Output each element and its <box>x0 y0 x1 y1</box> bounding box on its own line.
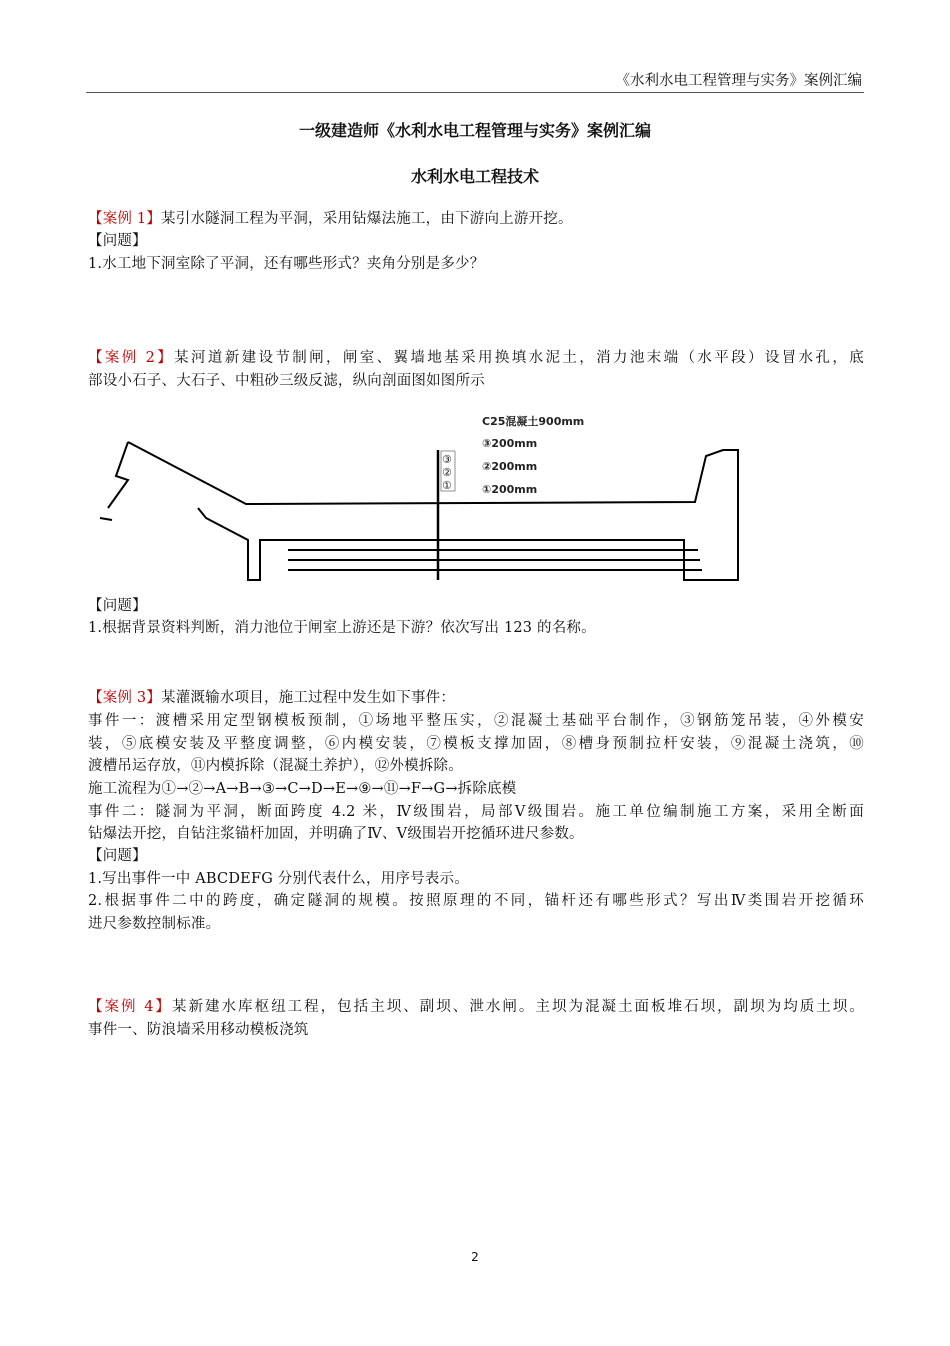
case1-question-header: 【问题】 <box>88 233 147 249</box>
running-header: 《水利水电工程管理与实务》案例汇编 <box>615 73 862 89</box>
case1-text: 某引水隧洞工程为平洞，采用钻爆法施工，由下游向上游开挖。 <box>161 211 573 227</box>
case3-question-2-line1: 2.根据事件二中的跨度，确定隧洞的规模。按照原理的不同，锚杆还有哪些形式？写出Ⅳ类围岩开挖循环 <box>88 893 864 909</box>
case3-question-header: 【问题】 <box>88 848 147 864</box>
case2-question-1: 1.根据背景资料判断，消力池位于闸室上游还是下游？依次写出 123 的名称。 <box>88 620 596 636</box>
case1-paragraph <box>88 208 864 230</box>
case2-paragraph-line2: 部设小石子、大石子、中粗砂三级反滤，纵向剖面图如图所示 <box>88 373 485 389</box>
label-layer-1: ①200mm <box>482 483 538 496</box>
marker-1: ① <box>442 479 452 492</box>
case3-question-2-line2: 进尺参数控制标准。 <box>88 916 221 932</box>
case3-event1-line2: 装，⑤底模安装及平整度调整，⑥内模安装，⑦模板支撑加固，⑧槽身预制拉杆安装，⑨混凝土浇筑，⑩ <box>88 736 864 752</box>
case2-question-header: 【问题】 <box>88 598 147 614</box>
marker-2: ② <box>442 466 452 479</box>
case3-construction-flow: 施工流程为①→②→A→B→③→C→D→E→⑨→⑪→F→G→拆除底模 <box>88 781 517 797</box>
document-title: 一级建造师《水利水电工程管理与实务》案例汇编 <box>298 121 651 140</box>
case4-paragraph <box>88 996 864 1018</box>
case3-event1-line1: 事件一：渡槽采用定型钢模板预制，①场地平整压实，②混凝土基础平台制作，③钢筋笼吊装，④外模安 <box>88 713 864 729</box>
case3-event2-line2: 钻爆法开挖，自钻注浆锚杆加固，并明确了Ⅳ、Ⅴ级围岩开挖循环进尺参数。 <box>88 826 584 842</box>
case4-label: 【案例 4】 <box>88 999 172 1015</box>
case2-text-line1: 某河道新建设节制闸，闸室、翼墙地基采用换填水泥土，消力池末端（水平段）设冒水孔，底 <box>174 350 864 366</box>
left-break-line-upper <box>108 442 128 508</box>
label-layer-3: ③200mm <box>482 437 538 450</box>
left-break-line-lower <box>100 518 112 520</box>
marker-3: ③ <box>442 453 452 466</box>
case3-event1-line3: 渡槽吊运存放，⑪内模拆除（混凝土养护），⑫外模拆除。 <box>88 758 463 774</box>
case4-text: 某新建水库枢纽工程，包括主坝、副坝、泄水闸。主坝为混凝土面板堆石坝，副坝为均质土坝。 <box>171 999 864 1015</box>
case3-label: 【案例 3】 <box>88 690 162 706</box>
case1-label: 【案例 1】 <box>88 211 162 227</box>
case3-question-1: 1.写出事件一中 ABCDEFG 分别代表什么，用序号表示。 <box>88 871 469 887</box>
section-title: 水利水电工程技术 <box>410 167 539 186</box>
stilling-basin-section-diagram <box>88 406 768 602</box>
case3-intro <box>88 687 864 709</box>
case2-label: 【案例 2】 <box>88 350 175 366</box>
case2-paragraph-line1 <box>88 347 864 369</box>
case4-event1: 事件一、防浪墙采用移动模板浇筑 <box>88 1022 309 1038</box>
label-c25-concrete: C25混凝土900mm <box>482 415 585 428</box>
case1-question-1: 1.水工地下洞室除了平洞，还有哪些形式？夹角分别是多少？ <box>88 256 485 272</box>
header-divider <box>86 92 864 93</box>
case3-intro-text: 某灌溉输水项目，施工过程中发生如下事件： <box>161 690 456 706</box>
page-number: 2 <box>471 1250 479 1264</box>
label-layer-2: ②200mm <box>482 460 538 473</box>
case3-event2-line1: 事件二：隧洞为平洞，断面跨度 4.2 米，Ⅳ级围岩，局部Ⅴ级围岩。施工单位编制施工方案，采用全断面 <box>88 804 864 820</box>
